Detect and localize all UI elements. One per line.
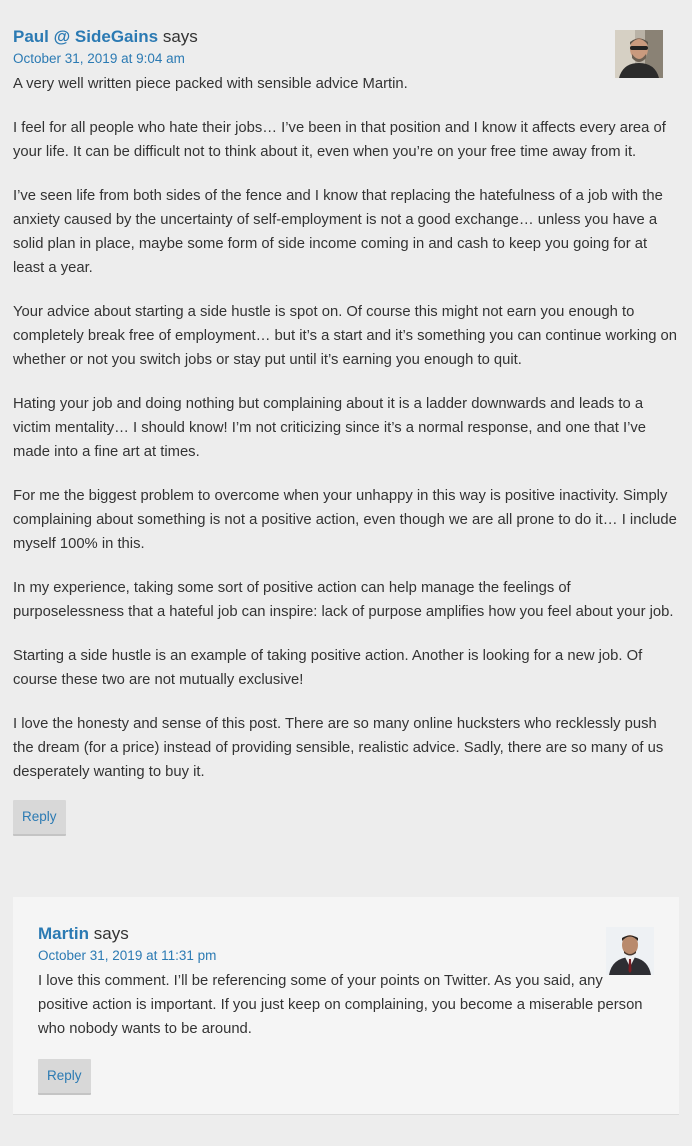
user-avatar-photo-icon [606, 927, 654, 975]
comment-paragraph: I’ve seen life from both sides of the fence and I know that replacing the hatefulness of a job with the anxiety caused by the uncertainty of self-employment is not a good exchange… unless you have a solid plan in place, maybe some form of side income coming in and cash to keep you going for at least a year. [13, 188, 663, 276]
comment-paragraph: Starting a side hustle is an example of taking positive action. Another is looking for a new job. Of course these two are not mutually exclusive! [13, 648, 643, 688]
comment-paragraph: For me the biggest problem to overcome when your unhappy in this way is positive inactivity. Simply complaining about something is not a positive action, even though we are all prone to do it… I include myself 100% in this. [13, 488, 677, 552]
says-label: says [93, 924, 129, 943]
comment-martin [13, 897, 679, 1115]
user-avatar-photo-icon [615, 30, 663, 78]
comment-date-link[interactable]: October 31, 2019 at 9:04 am [13, 51, 185, 66]
comment-paragraph: I feel for all people who hate their jobs… I’ve been in that position and I know it affects every area of your life. It can be difficult not to think about it, even when you’re on your free time away from it. [13, 120, 666, 160]
comment-paragraph: I love the honesty and sense of this post. There are so many online hucksters who recklessly push the dream (for a price) instead of providing sensible, realistic advice. Sadly, there are so many of us desperately wanting to buy it. [13, 716, 664, 780]
comment-body [38, 969, 654, 1041]
avatar[interactable] [606, 927, 654, 975]
author-name-link[interactable]: Martin [38, 924, 89, 943]
comment-date-link[interactable]: October 31, 2019 at 11:31 pm [38, 948, 217, 963]
says-label: says [162, 27, 198, 46]
comment-body [13, 72, 679, 784]
reply-button[interactable]: Reply [38, 1059, 91, 1095]
comment-paragraph: In my experience, taking some sort of positive action can help manage the feelings of purposelessness that a hateful job can inspire: lack of purpose amplifies how you feel about your job. [13, 580, 674, 620]
comment-paragraph: I love this comment. I’ll be referencing some of your points on Twitter. As you said, any positive action is important. If you just keep on complaining, you become a miserable person who nobody wants to be around. [38, 973, 643, 1037]
comment-author-line [38, 923, 654, 947]
comment-paragraph: Hating your job and doing nothing but complaining about it is a ladder downwards and leads to a victim mentality… I should know! I’m not criticizing since it’s a normal response, and one that I’ve made into a fine art at times. [13, 396, 646, 460]
comment-paragraph: Your advice about starting a side hustle is spot on. Of course this might not earn you enough to completely break free of employment… but it’s a start and it’s something you can continue working on whether or not you switch jobs or stay put until it’s earning you enough to quit. [13, 304, 678, 368]
comment-author-line [13, 26, 679, 50]
reply-button[interactable]: Reply [13, 800, 66, 836]
author-name-link[interactable]: Paul @ SideGains [13, 27, 159, 46]
comment-paragraph: A very well written piece packed with sensible advice Martin. [13, 76, 408, 92]
avatar[interactable] [615, 30, 663, 78]
